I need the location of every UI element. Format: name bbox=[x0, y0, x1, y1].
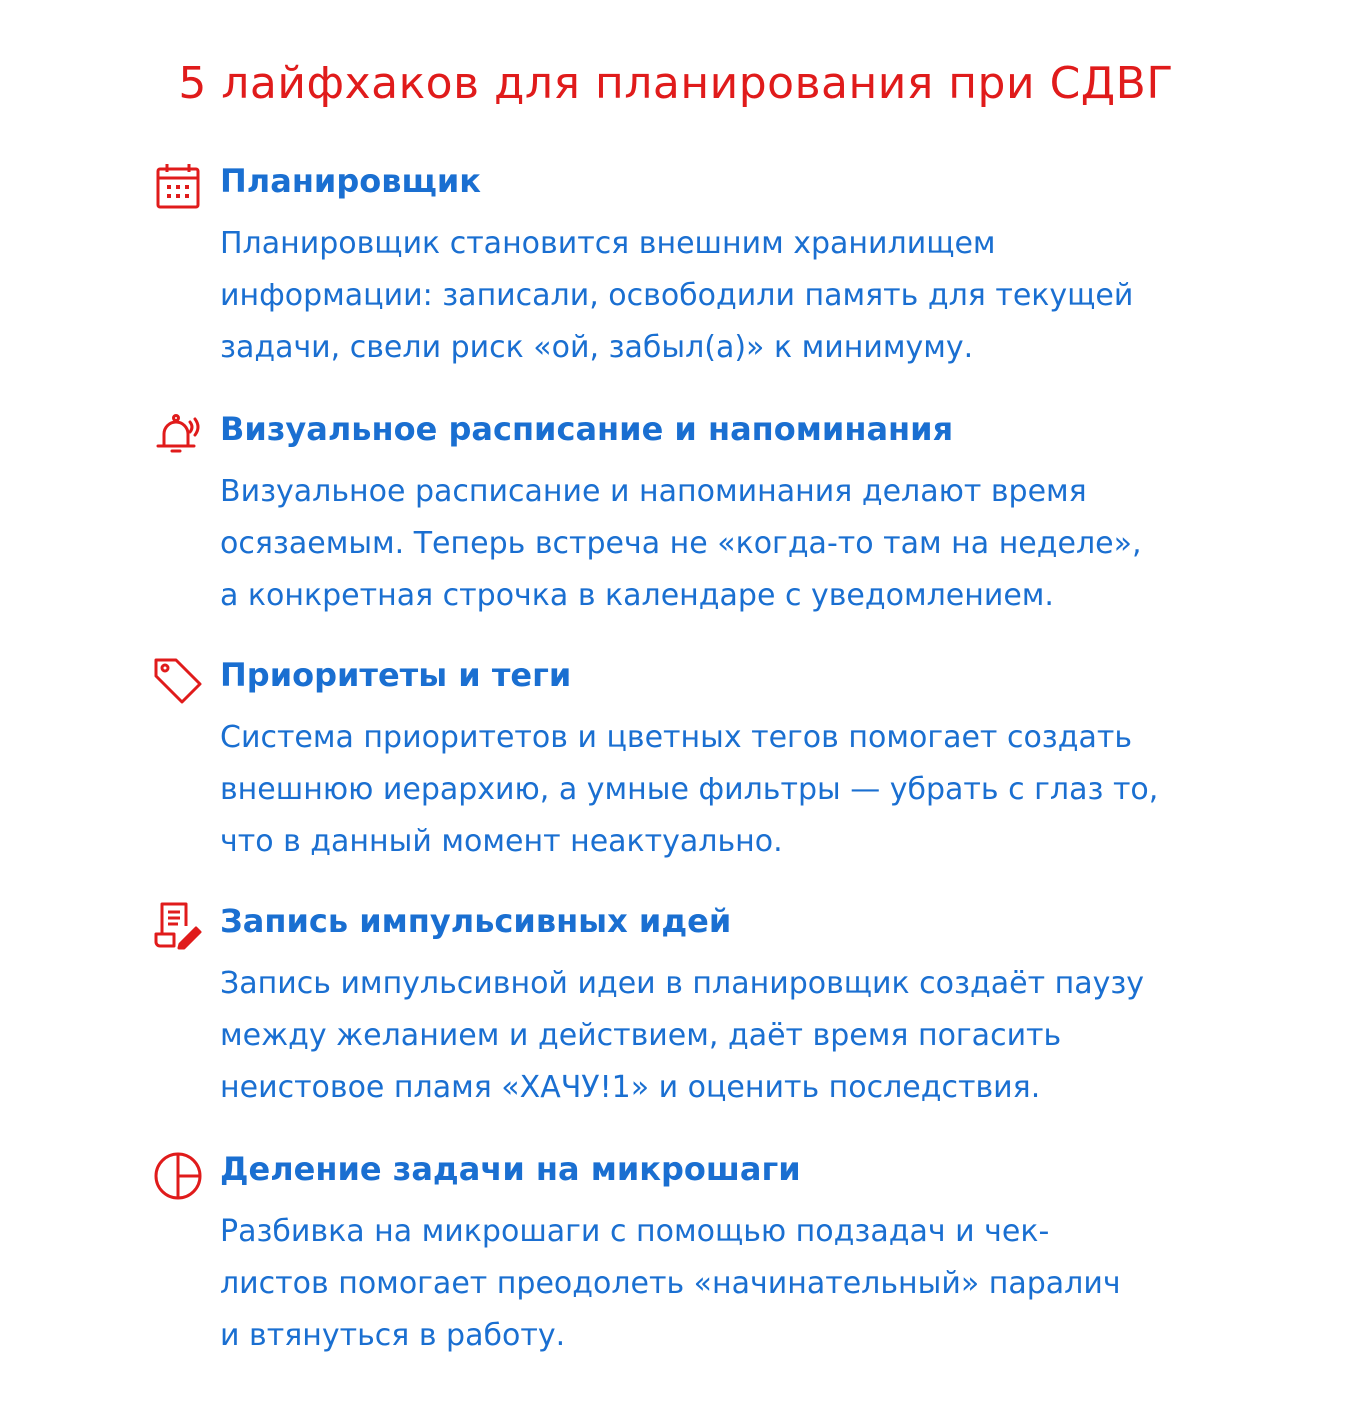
section-heading: Визуальное расписание и напоминания bbox=[220, 410, 954, 448]
section-body: Запись импульсивной идеи в планировщик создаёт паузу между желанием и действием, даёт время погасить неистовое пламя «ХАЧУ!1» и оценить последствия. bbox=[220, 966, 1145, 1105]
section-body: Планировщик становится внешним хранилищем информации: записали, освободили память для текущей задачи, свели риск «ой, забыл(а)» к минимуму. bbox=[220, 226, 1134, 365]
section-heading: Деление задачи на микрошаги bbox=[220, 1150, 801, 1188]
pie-chart-icon bbox=[152, 1148, 204, 1200]
note-pencil-icon bbox=[152, 900, 204, 952]
section-heading: Запись импульсивных идей bbox=[220, 902, 732, 940]
calendar-icon bbox=[152, 160, 204, 212]
bell-icon bbox=[152, 408, 204, 460]
section-heading: Приоритеты и теги bbox=[220, 656, 572, 694]
section-body: Разбивка на микрошаги с помощью подзадач и чек- листов помогает преодолеть «начинательный» паралич и втянуться в работу. bbox=[220, 1214, 1121, 1353]
tag-icon bbox=[152, 654, 204, 706]
section-heading: Планировщик bbox=[220, 162, 481, 200]
section-body: Система приоритетов и цветных тегов помогает создать внешнюю иерархию, а умные фильтры — убрать с глаз то, что в данный момент неактуально. bbox=[220, 720, 1159, 859]
page-title: 5 лайфхаков для планирования при СДВГ bbox=[178, 58, 1174, 109]
section-body: Визуальное расписание и напоминания делают время осязаемым. Теперь встреча не «когда-то там на неделе», а конкретная строчка в календаре с уведомлением. bbox=[220, 474, 1142, 613]
